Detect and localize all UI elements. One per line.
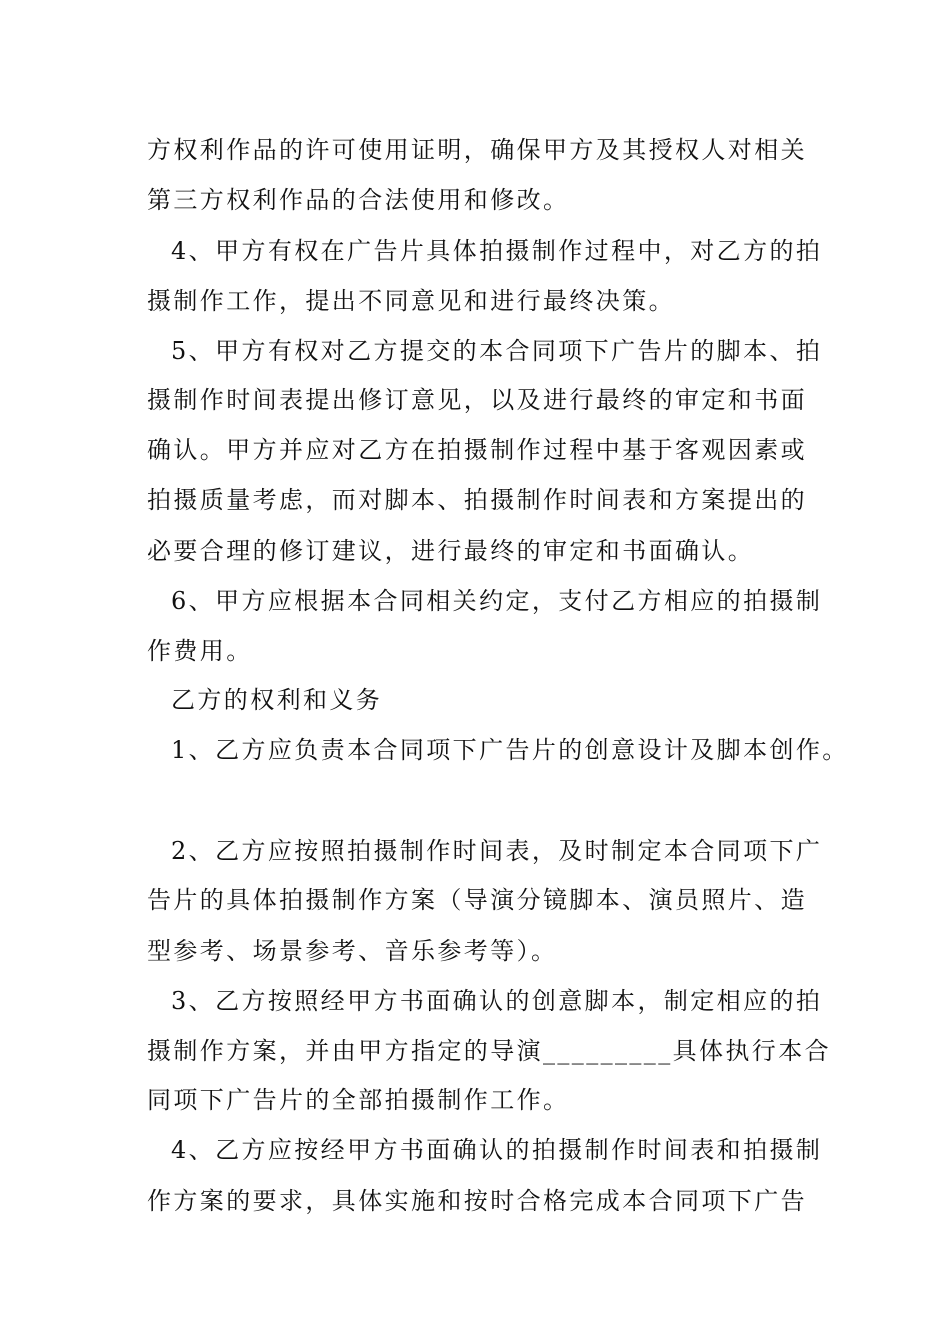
paragraph-line: 4、甲方有权在广告片具体拍摄制作过程中，对乙方的拍 [171,237,823,265]
text-line: 拍摄质量考虑，而对脚本、拍摄制作时间表和方案提出的 [147,486,807,514]
text-line: 摄制作时间表提出修订意见，以及进行最终的审定和书面 [147,386,807,414]
text-line: 必要合理的修订建议，进行最终的审定和书面确认。 [147,537,755,565]
paragraph-line: 6、甲方应根据本合同相关约定，支付乙方相应的拍摄制 [171,587,823,615]
text-line: 摄制作工作，提出不同意见和进行最终决策。 [147,287,675,315]
text-line: 型参考、场景参考、音乐参考等）。 [147,937,558,965]
paragraph-line: 4、乙方应按经甲方书面确认的拍摄制作时间表和拍摄制 [171,1136,823,1164]
text-line: 作方案的要求，具体实施和按时合格完成本合同项下广告 [147,1187,807,1215]
text-line: 确认。甲方并应对乙方在拍摄制作过程中基于客观因素或 [147,436,807,464]
paragraph-line: 1、乙方应负责本合同项下广告片的创意设计及脚本创作。 [171,736,849,764]
text-line: 方权利作品的许可使用证明，确保甲方及其授权人对相关 [147,136,807,164]
section-heading: 乙方的权利和义务 [171,686,383,714]
paragraph-line: 5、甲方有权对乙方提交的本合同项下广告片的脚本、拍 [171,337,823,365]
text-line: 第三方权利作品的合法使用和修改。 [147,186,570,214]
paragraph-line: 3、乙方按照经甲方书面确认的创意脚本，制定相应的拍 [171,987,823,1015]
text-line: 摄制作方案，并由甲方指定的导演_________具体执行本合 [147,1037,831,1065]
paragraph-line: 2、乙方应按照拍摄制作时间表，及时制定本合同项下广 [171,837,823,865]
text-line: 作费用。 [147,637,253,665]
text-line: 告片的具体拍摄制作方案（导演分镜脚本、演员照片、造 [147,886,807,914]
text-line: 同项下广告片的全部拍摄制作工作。 [147,1086,570,1114]
